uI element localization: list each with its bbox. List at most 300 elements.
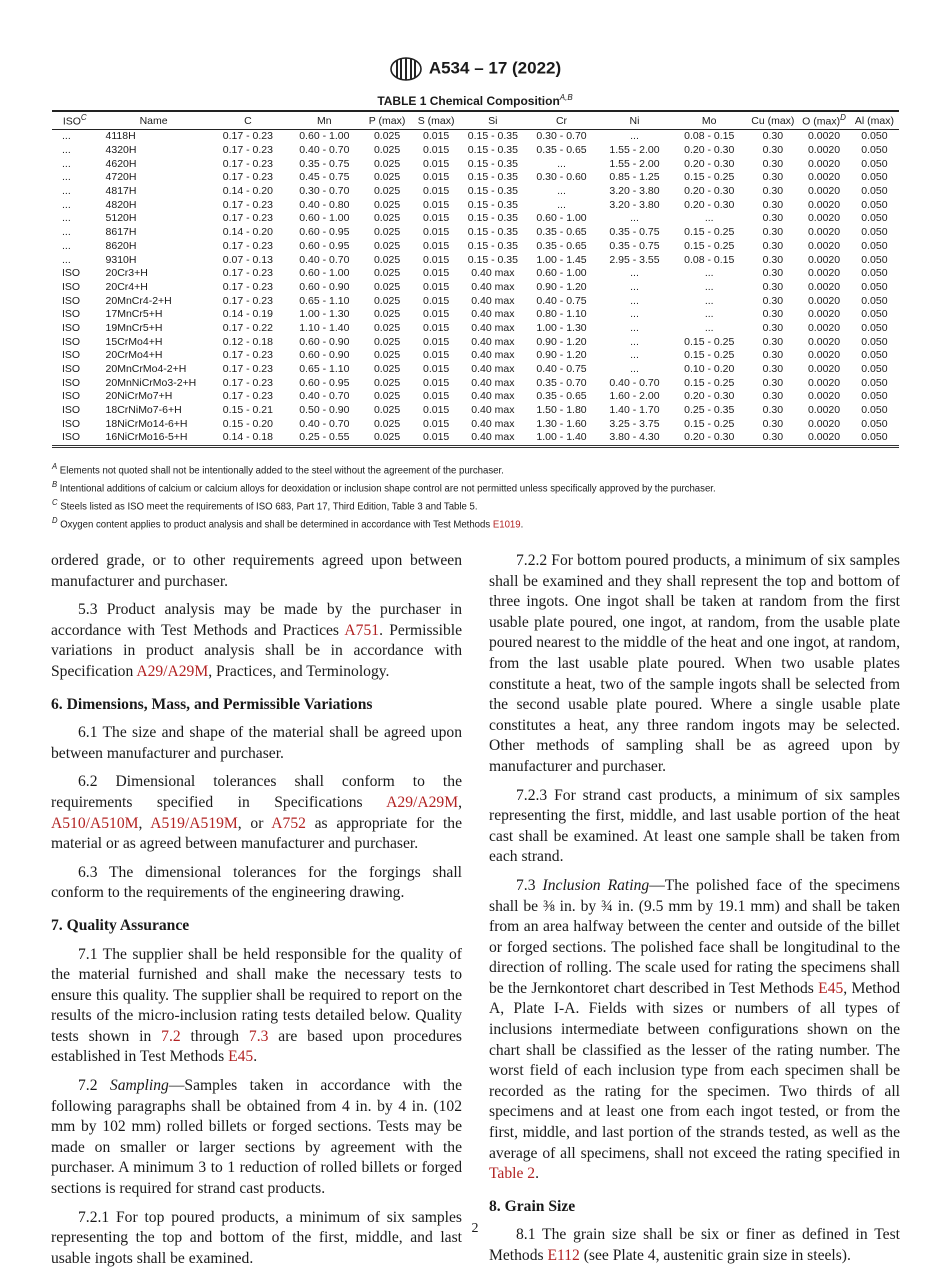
table-cell: 0.60 - 0.95	[299, 239, 350, 252]
table-cell: 0.20 - 0.30	[684, 157, 735, 170]
table-cell: 0.45 - 0.75	[299, 171, 350, 184]
table-cell: 0.0020	[807, 363, 841, 376]
table-cell: ISO	[62, 349, 81, 362]
table-cell: 8620H	[105, 239, 137, 252]
paragraph	[489, 786, 900, 868]
table-cell: 0.025	[373, 417, 401, 430]
table-cell: 0.30	[762, 363, 784, 376]
footnote-mark: D	[52, 515, 58, 525]
table-cell: 0.015	[423, 390, 450, 403]
table-cell: 0.40 max	[471, 417, 515, 430]
table-cell: 0.050	[861, 376, 888, 389]
table-cell: 0.10 - 0.20	[684, 363, 735, 376]
cross-reference-link[interactable]: A29/A29M	[136, 662, 209, 680]
table-cell: 0.60 - 1.00	[536, 212, 587, 225]
text-segment: ,	[138, 814, 151, 832]
table-header-row	[52, 111, 899, 130]
table-cell: ...	[62, 212, 71, 225]
table-cell: 4820H	[105, 198, 137, 211]
table-cell: 0.60 - 0.90	[299, 349, 350, 362]
table-cell: 1.00 - 1.30	[536, 321, 587, 334]
table-cell: ISO	[62, 308, 81, 321]
cross-reference-link[interactable]: A29/A29M	[386, 793, 459, 811]
text-segment: 7.1 The supplier shall be held responsible for the quality of the material furnished and shall make the necessary tests to ensure this quality. The supplier shall be required to report on the results of the micro-inclusion rating tests detailed below. Quality tests shown in	[51, 945, 462, 1045]
table-cell: 20Cr3+H	[105, 267, 148, 280]
table-cell: 0.050	[861, 280, 888, 293]
table-cell: ...	[630, 294, 639, 307]
table-cell: 0.025	[373, 226, 401, 239]
table-row	[52, 267, 899, 281]
paragraph	[51, 772, 462, 854]
text-segment: 6.3 The dimensional tolerances for the forgings shall conform to the requirements of the engineering drawing.	[51, 863, 462, 902]
table-cell: 0.90 - 1.20	[536, 335, 587, 348]
table-cell: 1.55 - 2.00	[609, 144, 660, 157]
table-cell: 0.0020	[807, 294, 841, 307]
astm-logo-icon	[389, 56, 423, 82]
text-segment: .	[253, 1048, 258, 1066]
column-header	[525, 111, 598, 130]
cross-reference-link[interactable]: A752	[271, 814, 306, 832]
table-cell: 0.60 - 0.95	[299, 226, 350, 239]
table-cell: 0.15 - 0.35	[467, 130, 518, 143]
table-cell: 0.025	[373, 253, 401, 266]
table-cell: 0.60 - 0.90	[299, 280, 350, 293]
column-header-label: Ni	[629, 114, 640, 127]
table-cell: 0.050	[861, 198, 888, 211]
table-row	[52, 198, 899, 212]
table-cell: 1.40 - 1.70	[609, 404, 660, 417]
table-cell: 0.015	[423, 253, 450, 266]
cross-reference-link[interactable]: A519/A519M	[150, 814, 238, 832]
table-cell: 0.050	[861, 185, 888, 198]
paragraph	[51, 600, 462, 682]
table-cell: 17MnCr5+H	[105, 308, 163, 321]
footnote	[52, 478, 716, 496]
table-cell: ISO	[62, 335, 81, 348]
table-cell: 0.12 - 0.18	[222, 335, 273, 348]
table-cell: 19MnCr5+H	[105, 321, 163, 334]
table-cell: 0.025	[373, 349, 401, 362]
table-cell: 16NiCrMo16-5+H	[105, 431, 188, 444]
table-cell: 0.050	[861, 335, 888, 348]
table-cell: 0.0020	[807, 157, 841, 170]
table-cell: 0.025	[373, 185, 401, 198]
table-cell: ...	[630, 267, 639, 280]
cross-reference-link[interactable]: 7.2	[161, 1027, 181, 1045]
table-cell: 0.050	[861, 363, 888, 376]
table-cell: ISO	[62, 363, 81, 376]
table-cell: 0.35 - 0.65	[536, 239, 587, 252]
table-cell: 0.17 - 0.23	[222, 267, 273, 280]
table-cell: 0.17 - 0.23	[222, 349, 273, 362]
table-cell: 4620H	[105, 157, 137, 170]
table-cell: 0.17 - 0.23	[222, 390, 273, 403]
table-cell: 0.015	[423, 130, 450, 143]
table-cell: 0.17 - 0.23	[222, 212, 273, 225]
table-cell: 0.17 - 0.23	[222, 363, 273, 376]
table-cell: 0.0020	[807, 253, 841, 266]
column-header	[363, 111, 412, 130]
table-cell: 0.30	[762, 130, 784, 143]
table-cell: 0.025	[373, 280, 401, 293]
table-row	[52, 390, 899, 404]
table-row	[52, 130, 899, 144]
page-number: 2	[471, 1221, 479, 1236]
column-header	[461, 111, 525, 130]
text-segment: Steels listed as ISO meet the requirements of ISO 683, Part 17, Third Edition, Table 3 and Table 5.	[57, 501, 478, 513]
table-cell: 0.025	[373, 144, 401, 157]
table-cell: 1.60 - 2.00	[609, 390, 660, 403]
table-cell: 0.60 - 0.95	[299, 376, 350, 389]
table-cell: 0.0020	[807, 335, 841, 348]
table-cell: 0.015	[423, 376, 450, 389]
column-header-label: Si	[488, 114, 498, 127]
footnote	[52, 496, 716, 514]
table-cell: 0.40 - 0.70	[299, 417, 350, 430]
table-cell: 18CrNiMo7-6+H	[105, 404, 182, 417]
table-cell: 0.08 - 0.15	[684, 253, 735, 266]
table-cell: 0.15 - 0.35	[467, 253, 518, 266]
column-header-label: S (max)	[417, 114, 455, 127]
table-cell: 20CrMo4+H	[105, 349, 163, 362]
table-cell: ISO	[62, 390, 81, 403]
table-cell: 1.50 - 1.80	[536, 404, 587, 417]
column-header	[850, 111, 899, 130]
table-cell: 0.025	[373, 198, 401, 211]
table-cell: 0.60 - 1.00	[299, 130, 350, 143]
table-cell: 1.10 - 1.40	[299, 321, 350, 334]
table-cell: 0.015	[423, 198, 450, 211]
footnote	[52, 460, 716, 478]
table-row	[52, 185, 899, 199]
table-cell: ...	[630, 335, 639, 348]
table-cell: 0.0020	[807, 376, 841, 389]
table-cell: 0.30	[762, 144, 784, 157]
chemical-composition-table	[52, 110, 899, 448]
table-cell: 0.015	[423, 144, 450, 157]
table-cell: 0.20 - 0.30	[684, 390, 735, 403]
table-cell: 0.07 - 0.13	[222, 253, 273, 266]
text-segment: 7.2.2 For bottom poured products, a minimum of six samples shall be examined and they shall represent the top and bottom of three ingots. One ingot shall be taken at random from the first usable plate poured, one ingot, at random, from the usable plate poured nearest to the middle of the heat and one ingot, at random, from the last usable plate poured. When two usable plates constitute a heat, two of the sample ingots shall be selected from the second usable plate poured. Where a single usable plate constitutes a heat, any three random ingots may be selected. Other methods of sampling shall be as agreed upon by manufacturer and purchaser.	[489, 552, 900, 775]
table-cell: 0.30	[762, 417, 784, 430]
table-cell: 0.0020	[807, 185, 841, 198]
table-title: TABLE 1 Chemical Composition$^{A,B}$	[377, 93, 573, 108]
column-header-label: Cu (max)	[751, 114, 795, 127]
text-segment: ordered grade, or to other requirements agreed upon between manufacturer and purchaser.	[51, 552, 462, 590]
table-row	[52, 294, 899, 308]
table-cell: 0.14 - 0.18	[222, 431, 273, 444]
table-row	[52, 349, 899, 363]
table-cell: 0.15 - 0.25	[684, 417, 735, 430]
table-cell: 0.025	[373, 335, 401, 348]
table-cell: 0.40 max	[471, 363, 515, 376]
table-cell: 0.60 - 0.90	[299, 335, 350, 348]
table-cell: 15CrMo4+H	[105, 335, 163, 348]
table-cell: ...	[62, 253, 71, 266]
table-cell: 0.40 - 0.70	[299, 144, 350, 157]
table-cell: 0.15 - 0.35	[467, 185, 518, 198]
table-cell: ...	[557, 185, 566, 198]
column-header	[671, 111, 747, 130]
document-header	[0, 56, 950, 82]
table-cell: 0.050	[861, 253, 888, 266]
table-cell: ...	[62, 130, 71, 143]
table-cell: 0.025	[373, 294, 401, 307]
table-row	[52, 144, 899, 158]
cross-reference-link[interactable]: E112	[547, 1247, 580, 1264]
table-cell: 0.050	[861, 144, 888, 157]
table-cell: 18NiCrMo14-6+H	[105, 417, 188, 430]
table-cell: 1.00 - 1.30	[299, 308, 350, 321]
cross-reference-link[interactable]: E45	[228, 1048, 254, 1066]
table-cell: 0.15 - 0.35	[467, 212, 518, 225]
table-cell: 0.15 - 0.25	[684, 349, 735, 362]
table-cell: 0.35 - 0.75	[609, 226, 660, 239]
table-cell: 0.050	[861, 308, 888, 321]
table-cell: ...	[630, 308, 639, 321]
column-header	[798, 111, 850, 130]
text-segment: .	[520, 519, 524, 531]
text-segment: 6.1 The size and shape of the material shall be agreed upon between manufacturer and purchaser.	[51, 724, 462, 762]
right-column	[489, 551, 900, 1275]
table-cell: 0.40 - 0.70	[299, 390, 350, 403]
table-cell: 0.40 max	[471, 294, 515, 307]
table-cell: 1.30 - 1.60	[536, 417, 587, 430]
table-cell: 0.60 - 1.00	[299, 212, 350, 225]
table-cell: ISO	[62, 294, 81, 307]
table-cell: 0.30	[762, 226, 784, 239]
table-cell: 0.30	[762, 185, 784, 198]
table-cell: 0.15 - 0.25	[684, 239, 735, 252]
table-cell: 0.015	[423, 239, 450, 252]
table-cell: 0.40 - 0.70	[299, 253, 350, 266]
text-segment: , Practices, and Terminology.	[208, 662, 390, 680]
table-cell: ...	[630, 130, 639, 143]
paragraph	[51, 945, 462, 1069]
table-cell: 0.15 - 0.35	[467, 198, 518, 211]
table-cell: 0.90 - 1.20	[536, 280, 587, 293]
table-cell: 0.17 - 0.23	[222, 171, 273, 184]
table-cell: 0.20 - 0.30	[684, 185, 735, 198]
table-cell: ...	[704, 212, 714, 225]
section-heading	[489, 1197, 900, 1218]
table-cell: 0.015	[423, 349, 450, 362]
table-cell: 0.30	[762, 335, 784, 348]
column-header	[286, 111, 362, 130]
table-cell: ...	[630, 321, 639, 334]
column-header	[747, 111, 798, 130]
footnote-mark: C	[52, 497, 58, 507]
table-cell: 0.17 - 0.23	[222, 376, 273, 389]
paragraph	[51, 723, 462, 764]
column-header-label: ISO	[62, 115, 81, 128]
text-segment: —Samples taken in accordance with the following paragraphs shall be obtained from 4 in. by 4 in. (102 mm by 102 mm) rolled billets or forged sections. Tests may be made on smaller or larger sections by agreement with the purchaser. A minimum 3 to 1 reduction of rolled billets or forged sections is required for strand cast products.	[51, 1077, 462, 1198]
text-segment: , or	[237, 814, 272, 832]
column-header-label: Al (max)	[854, 114, 894, 127]
table-cell: 0.015	[423, 404, 450, 417]
table-cell: 0.0020	[807, 349, 841, 362]
text-segment: .	[535, 1165, 540, 1183]
table-cell: 0.025	[373, 239, 401, 252]
footnote	[52, 514, 716, 532]
table-cell: 0.17 - 0.23	[222, 294, 273, 307]
table-cell: ISO	[62, 417, 81, 430]
table-cell: 20NiCrMo7+H	[105, 390, 173, 403]
paragraph	[489, 876, 900, 1185]
table-cell: 0.40 max	[471, 390, 515, 403]
table-cell: 0.025	[373, 267, 401, 280]
table-cell: 0.050	[861, 130, 888, 143]
text-segment: 7.2.3 For strand cast products, a minimum of six samples representing the first, middle, and last usable portion of the heat cast shall be examined. At least one sample shall be taken from each strand.	[489, 786, 900, 866]
table-cell: 0.015	[423, 157, 450, 170]
text-segment: , Method A, Plate I-A. Fields with sizes or numbers of all types of inclusions intermediate between configurations shown on the chart shall be classified as the lesser of the rating number. The worst field of each inclusion type from each specimen shall be recorded as the rating for the specimen. Two thirds of all specimens and at least one from each ingot tested, or from the first, middle, and last portion of the strands tested, as well as the average of all specimens, shall not exceed the rating specified in	[489, 979, 900, 1162]
text-segment: 8.1 The grain size shall be six or finer as defined in Test Methods	[489, 1226, 900, 1264]
text-segment: are based upon procedures established in Test Methods	[51, 1027, 462, 1066]
table-cell: 0.0020	[807, 226, 841, 239]
table-cell: 0.015	[423, 226, 450, 239]
column-header-label: O (max)	[802, 115, 841, 128]
table-row	[52, 417, 899, 431]
cross-reference-link[interactable]: E45	[818, 979, 844, 997]
cross-reference-link[interactable]: A510/A510M	[51, 814, 139, 832]
table-cell: 1.55 - 2.00	[609, 157, 660, 170]
table-cell: 0.35 - 0.65	[536, 390, 587, 403]
table-cell: 0.15 - 0.25	[684, 335, 735, 348]
table-cell: 0.025	[373, 431, 401, 444]
table-cell: 4720H	[105, 171, 137, 184]
table-cell: 0.050	[861, 390, 888, 403]
table-cell: 0.40 - 0.75	[536, 294, 587, 307]
table-cell: 0.0020	[807, 130, 841, 143]
table-cell: 0.65 - 1.10	[299, 363, 350, 376]
table-cell: 0.35 - 0.65	[536, 226, 587, 239]
table-cell: ...	[630, 363, 639, 376]
column-header	[52, 111, 98, 130]
table-cell: 0.0020	[807, 390, 841, 403]
table-cell: 2.95 - 3.55	[609, 253, 660, 266]
table-cell: 4118H	[105, 130, 136, 143]
table-cell: 0.0020	[807, 431, 841, 444]
table-cell: ...	[630, 212, 639, 225]
table-cell: 0.25 - 0.35	[684, 404, 735, 417]
table-cell: 0.025	[373, 390, 401, 403]
table-cell: ...	[630, 280, 639, 293]
table-cell: 20MnCr4-2+H	[105, 294, 172, 307]
table-cell: 0.14 - 0.20	[222, 185, 273, 198]
table-cell: 0.015	[423, 294, 450, 307]
table-cell: ...	[62, 157, 71, 170]
table-cell: 0.30	[762, 404, 784, 417]
table-cell: 0.025	[373, 404, 401, 417]
text-segment: Inclusion Rating	[542, 876, 650, 894]
table-cell: 0.050	[861, 431, 888, 444]
table-cell: 0.015	[423, 431, 450, 444]
cross-reference-link[interactable]: A751	[344, 621, 380, 639]
table-cell: 0.80 - 1.10	[536, 308, 587, 321]
text-segment: —The polished face of the specimens shall be ⅜ in. by ¾ in. (9.5 mm by 19.1 mm) and shall be taken from an area halfway between the center and outside of the billet or forged sections. The polished face shall be longitudinal to the direction of rolling. The scale used for rating the specimens shall be the Jernkontoret chart described in Test Methods	[489, 876, 901, 997]
text-segment: 6. Dimensions, Mass, and Permissible Variations	[51, 695, 373, 713]
table-cell: 0.025	[373, 363, 401, 376]
table-cell: 3.20 - 3.80	[609, 185, 660, 198]
table-cell: 0.015	[423, 267, 450, 280]
section-heading	[51, 695, 462, 716]
table-cell: ...	[557, 157, 566, 170]
footnote-mark: D	[840, 113, 846, 123]
cross-reference-link[interactable]: 7.3	[248, 1027, 269, 1045]
table-cell: 0.0020	[807, 212, 841, 225]
table-cell: 0.17 - 0.23	[222, 280, 273, 293]
table-cell: 0.15 - 0.21	[222, 404, 273, 417]
table-cell: 9310H	[105, 253, 137, 266]
table-cell: 8617H	[105, 226, 137, 239]
text-segment: . Permissible variations in product analysis shall be in accordance with Specification	[51, 621, 462, 680]
table-cell: ...	[62, 144, 71, 157]
table-row	[52, 363, 899, 377]
table-cell: 0.40 max	[471, 431, 515, 444]
text-segment: 7.2	[78, 1077, 110, 1095]
table-cell: 0.35 - 0.70	[536, 376, 587, 389]
table-cell: 0.015	[423, 335, 450, 348]
table-row	[52, 322, 899, 336]
paragraph	[489, 551, 900, 778]
text-segment: ,	[458, 793, 462, 811]
table-cell: 0.40 max	[471, 280, 515, 293]
table-cell: 0.050	[861, 157, 888, 170]
table-cell: 0.050	[861, 239, 888, 252]
table-cell: 0.30	[762, 253, 784, 266]
table-cell: 0.17 - 0.23	[222, 157, 273, 170]
table-cell: 0.050	[861, 267, 888, 280]
table-cell: 0.40 - 0.80	[299, 198, 350, 211]
paragraph	[51, 863, 462, 904]
table-cell: 0.025	[373, 157, 401, 170]
table-cell: 0.40 max	[471, 335, 515, 348]
table-row	[52, 376, 899, 390]
table-cell: 0.17 - 0.22	[222, 321, 273, 334]
table-cell: 0.015	[423, 212, 450, 225]
footnote-mark: B	[52, 479, 58, 489]
paragraph	[51, 551, 462, 592]
column-header-label: Mo	[701, 114, 717, 127]
table-cell: 0.050	[861, 404, 888, 417]
cross-reference-link[interactable]: Table 2	[489, 1165, 536, 1183]
paragraph	[51, 1208, 462, 1270]
table-cell: 0.08 - 0.15	[684, 130, 735, 143]
table-cell: 0.40 max	[471, 349, 515, 362]
table-cell: 3.80 - 4.30	[609, 431, 660, 444]
table-cell: 0.0020	[807, 171, 841, 184]
footnote-mark: A	[52, 462, 58, 471]
cross-reference-link[interactable]: E1019	[492, 519, 521, 531]
left-column	[51, 551, 462, 1277]
table-row	[52, 157, 899, 171]
text-segment: Intentional additions of calcium or calcium alloys for deoxidation or inclusion shape control are not permitted unless specifically approved by the purchaser.	[57, 483, 716, 495]
table-cell: 0.20 - 0.30	[684, 198, 735, 211]
table-cell: 0.15 - 0.25	[684, 376, 735, 389]
table-cell: 0.30 - 0.70	[299, 185, 350, 198]
table-cell: 0.17 - 0.23	[222, 130, 273, 143]
table-cell: ...	[62, 171, 71, 184]
table-cell: 0.30	[762, 376, 784, 389]
table-cell: 20MnNiCrMo3-2+H	[105, 376, 197, 389]
column-header	[598, 111, 671, 130]
table-cell: 1.00 - 1.40	[536, 431, 587, 444]
text-segment: Oxygen content applies to product analysis and shall be determined in accordance with Test Methods	[57, 519, 493, 531]
table-cell: 0.025	[373, 212, 401, 225]
table-cell: 20MnCrMo4-2+H	[105, 363, 187, 376]
table-cell: ...	[62, 198, 71, 211]
table-row	[52, 281, 899, 295]
